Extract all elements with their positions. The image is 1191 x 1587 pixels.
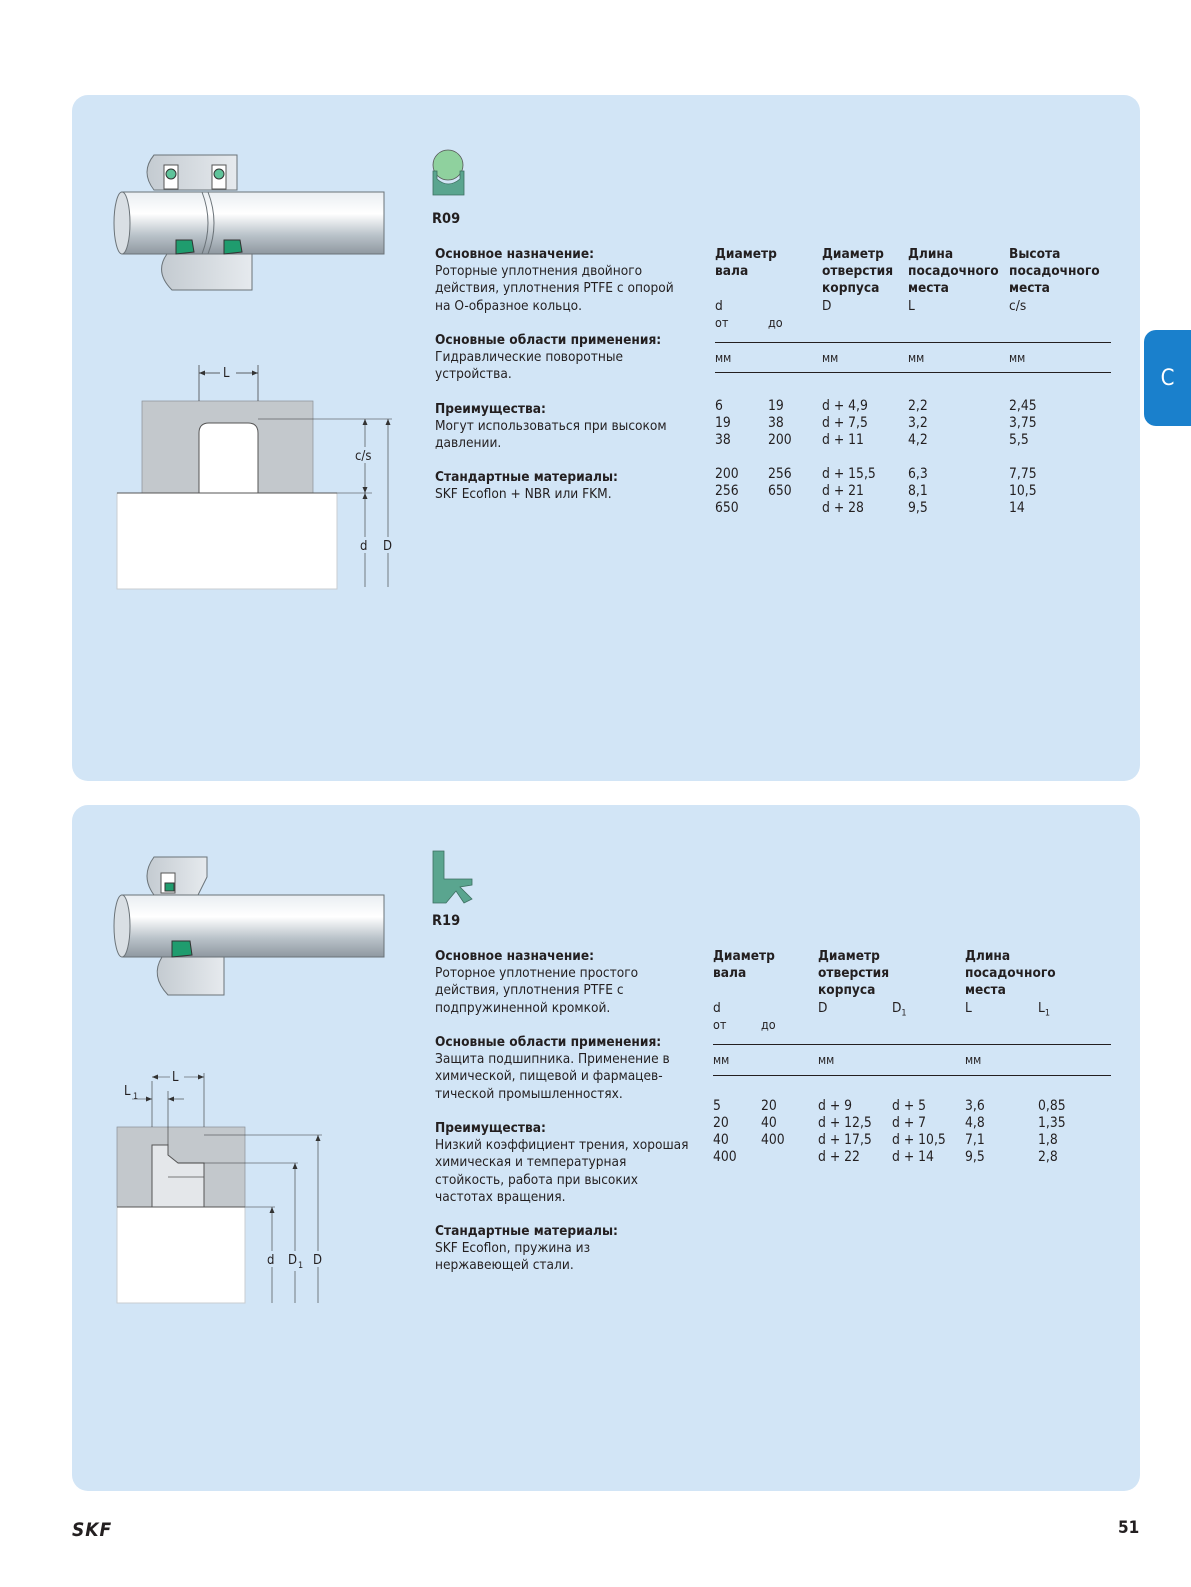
r19-section-purpose: [435, 948, 715, 1017]
r19-materials-heading: Стандартные материалы:: [435, 1223, 618, 1239]
r09-col-cs: 2,45 3,75 5,5 7,75 10,5 14: [1009, 398, 1037, 516]
r09-header-length: Длина посадочного места: [908, 246, 999, 297]
r19-section-applications: [435, 1034, 715, 1103]
r19-header-shaft: Диаметр вала: [713, 948, 775, 982]
r19-symbol-d: d: [713, 1000, 721, 1016]
r19-rule-bottom: [713, 1075, 1111, 1076]
r19-applications-body: Защита подшипника. Применение в химической, пищевой и фармацев-тической промышленностях.: [435, 1051, 670, 1102]
r19-label-D: D: [313, 1253, 323, 1268]
r09-purpose-body: Роторные уплотнения двойного действия, уплотнения PTFE с опорой на O-образное кольцо.: [435, 263, 674, 314]
r19-label-d: d: [267, 1253, 275, 1268]
r09-profile-icon: [430, 149, 470, 197]
r19-col-L1: 0,85 1,35 1,8 2,8: [1038, 1098, 1066, 1165]
r19-advantages-heading: Преимущества:: [435, 1120, 546, 1136]
r19-panel: [72, 805, 1140, 1491]
r19-label-D1-sub: 1: [298, 1261, 304, 1271]
r09-header-housing: Диаметр отверстия корпуса: [822, 246, 894, 297]
r19-symbol-L: L: [965, 1000, 972, 1016]
r19-cross-section-diagram: [112, 1067, 412, 1307]
r09-materials-heading: Стандартные материалы:: [435, 469, 618, 485]
r09-section-applications: [435, 332, 715, 384]
r09-symbol-to: до: [768, 315, 783, 330]
r19-rule-top: [713, 1044, 1111, 1045]
r19-symbol-D1-letter: D: [892, 1000, 902, 1016]
r19-profile-icon: [430, 849, 478, 905]
r19-symbol-D: D: [818, 1000, 828, 1016]
r09-rule-top: [715, 342, 1111, 343]
r09-advantages-heading: Преимущества:: [435, 401, 546, 417]
r09-unit-length: мм: [908, 351, 925, 365]
r09-applications-body: Гидравлические поворотные устройства.: [435, 349, 624, 383]
r09-symbol-cs: c/s: [1009, 298, 1027, 314]
r19-section-materials: [435, 1223, 715, 1275]
r19-unit-shaft: мм: [713, 1053, 730, 1067]
r09-panel: [72, 95, 1140, 781]
r09-symbol-L: L: [908, 298, 915, 314]
r19-label-D1: D: [288, 1253, 298, 1268]
r19-symbol-L1-sub: 1: [1044, 1008, 1050, 1019]
r19-col-L: 3,6 4,8 7,1 9,5: [965, 1098, 985, 1165]
r09-section-materials: [435, 469, 715, 503]
r09-symbol-from: от: [715, 315, 729, 330]
r19-applications-heading: Основные области применения:: [435, 1034, 662, 1050]
r09-purpose-heading: Основное назначение:: [435, 246, 595, 262]
r09-label-D: D: [383, 539, 393, 554]
r19-symbol-from: от: [713, 1017, 727, 1032]
r19-col-from: 5 20 40 400: [713, 1098, 737, 1165]
r19-unit-housing: мм: [818, 1053, 835, 1067]
r09-section-purpose: [435, 246, 715, 315]
r09-unit-shaft: мм: [715, 351, 732, 365]
r09-section-advantages: [435, 401, 715, 453]
r09-col-to: 19 38 200 256 650: [768, 398, 792, 499]
r09-col-from: 6 19 38 200 256 650: [715, 398, 739, 516]
r19-label-L: L: [172, 1070, 179, 1085]
r09-header-shaft: Диаметр вала: [715, 246, 777, 280]
r19-purpose-body: Роторное уплотнение простого действия, уплотнения PTFE с подпружиненной кромкой.: [435, 965, 639, 1016]
r19-materials-body: SKF Ecoflon, пружина из нержавеющей стали.: [435, 1240, 591, 1274]
r09-symbol-d: d: [715, 298, 723, 314]
r09-advantages-body: Могут использоваться при высоком давлении.: [435, 418, 667, 452]
r09-header-height: Высота посадочного места: [1009, 246, 1100, 297]
page-number: 51: [1118, 1518, 1140, 1538]
section-tab-c[interactable]: [1144, 330, 1191, 426]
r09-col-L: 2,2 3,2 4,2 6,3 8,1 9,5: [908, 398, 928, 516]
r09-code: R09: [432, 211, 461, 227]
r19-col-to: 20 40 400: [761, 1098, 785, 1148]
r19-col-D1: d + 5 d + 7 d + 10,5 d + 14: [892, 1098, 946, 1165]
r19-header-housing: Диаметр отверстия корпуса: [818, 948, 890, 999]
r09-symbol-D: D: [822, 298, 832, 314]
r19-section-advantages: [435, 1120, 715, 1206]
r09-col-D: d + 4,9 d + 7,5 d + 11 d + 15,5 d + 21 d + 28: [822, 398, 876, 516]
r19-symbol-L1: [1038, 1000, 1050, 1019]
r09-unit-height: мм: [1009, 351, 1026, 365]
r09-unit-housing: мм: [822, 351, 839, 365]
r19-col-D: d + 9 d + 12,5 d + 17,5 d + 22: [818, 1098, 872, 1165]
r19-label-L1: L: [124, 1084, 131, 1099]
r19-symbol-to: до: [761, 1017, 776, 1032]
r09-label-d: d: [360, 539, 368, 554]
skf-logo: SKF: [72, 1519, 113, 1541]
r19-code: R19: [432, 913, 461, 929]
r19-symbol-D1-sub: 1: [901, 1008, 907, 1019]
section-tab-letter: C: [1160, 365, 1175, 391]
r09-rule-bottom: [715, 372, 1111, 373]
r09-cross-section-diagram: [112, 357, 412, 597]
r09-label-L: L: [223, 366, 230, 381]
r09-label-cs: c/s: [355, 449, 372, 464]
r19-purpose-heading: Основное назначение:: [435, 948, 595, 964]
r19-header-length: Длина посадочного места: [965, 948, 1056, 999]
r19-advantages-body: Низкий коэффициент трения, хорошая химическая и температурная стойкость, работа при высоких частотах вращения.: [435, 1137, 689, 1205]
r09-applications-heading: Основные области применения:: [435, 332, 662, 348]
r09-3d-illustration: [92, 150, 392, 310]
r09-materials-body: SKF Ecoflon + NBR или FKM.: [435, 486, 612, 503]
r19-3d-illustration: [92, 855, 392, 1005]
r19-symbol-D1: [892, 1000, 907, 1019]
r19-label-L1-sub: 1: [133, 1092, 139, 1102]
r19-symbol-L1-letter: L: [1038, 1000, 1045, 1016]
r19-unit-length: мм: [965, 1053, 982, 1067]
